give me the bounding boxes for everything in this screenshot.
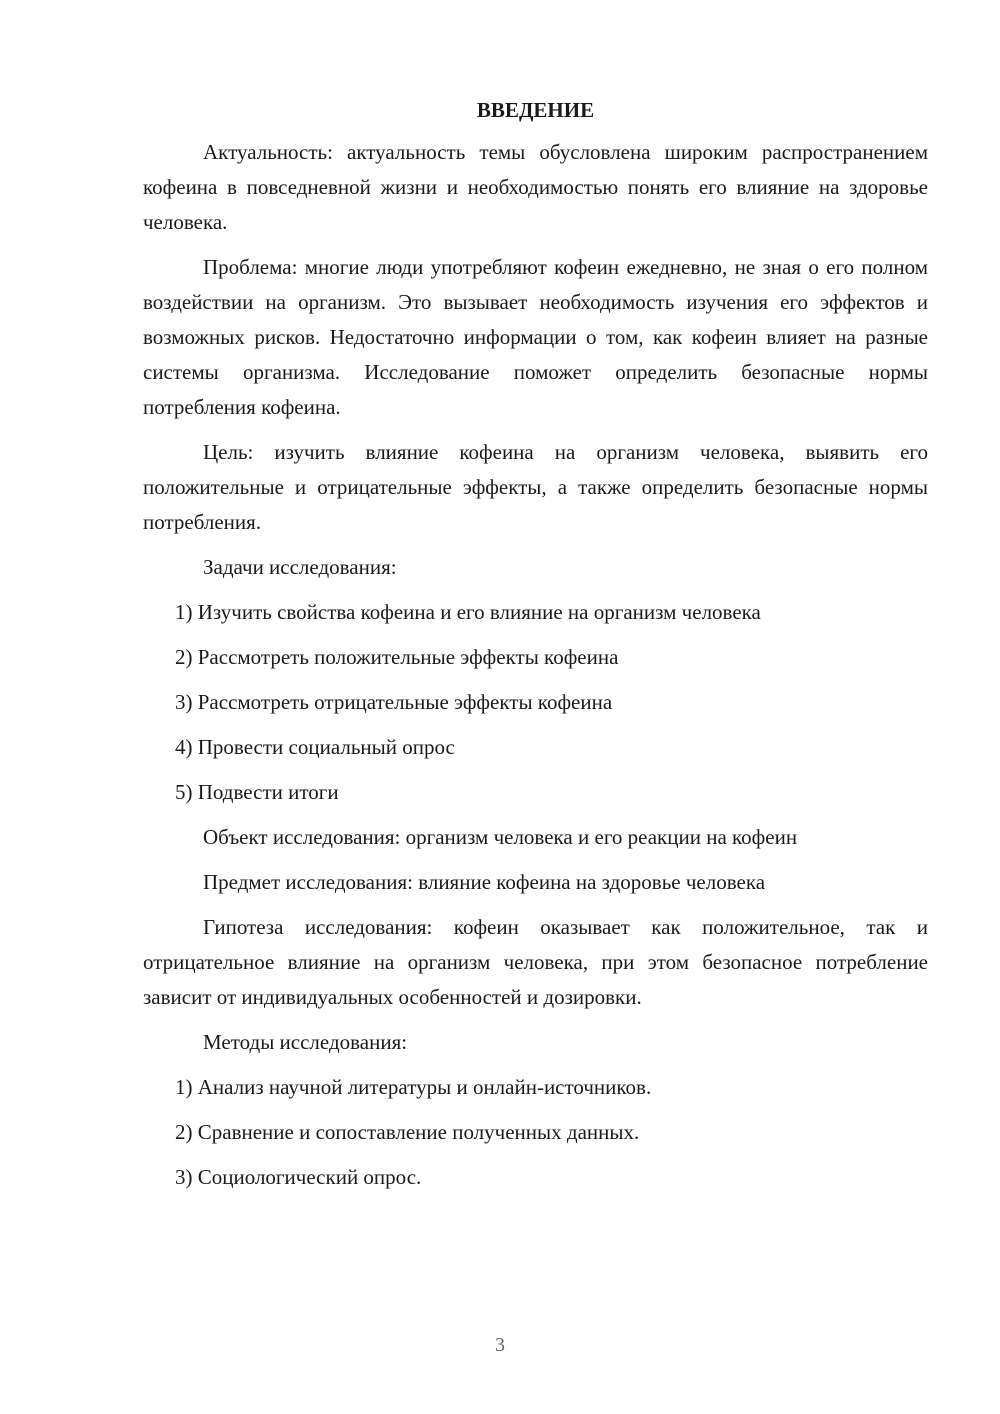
list-item: 3) Социологический опрос. — [175, 1165, 422, 1189]
tasks-list — [143, 595, 928, 810]
methods-heading: Методы исследования: — [203, 1030, 408, 1054]
list-item: 3) Рассмотреть отрицательные эффекты кофеина — [175, 690, 613, 714]
actuality-paragraph: Актуальность: актуальность темы обусловлена широким распространением кофеина в повседневной жизни и необходимостью понять его влияние на здоровье человека. — [143, 140, 928, 234]
list-item: 1) Анализ научной литературы и онлайн-источников. — [175, 1075, 652, 1099]
problem-paragraph: Проблема: многие люди употребляют кофеин ежедневно, не зная о его полном воздействии на организм. Это вызывает необходимость изучения его эффектов и возможных рисков. Недостаточно информации о том, как кофеин влияет на разные системы организма. Исследование поможет определить безопасные нормы потребления кофеина. — [143, 255, 928, 419]
object-line: Объект исследования: организм человека и его реакции на кофеин — [203, 825, 798, 849]
methods-list — [143, 1070, 928, 1195]
list-item: 5) Подвести итоги — [175, 780, 339, 804]
subject-line: Предмет исследования: влияние кофеина на здоровье человека — [203, 870, 766, 894]
page-number: 3 — [495, 1334, 505, 1356]
page-content — [143, 95, 928, 1205]
list-item: 1) Изучить свойства кофеина и его влияние на организм человека — [175, 600, 761, 624]
hypothesis-paragraph: Гипотеза исследования: кофеин оказывает как положительное, так и отрицательное влияние на организм человека, при этом безопасное потребление зависит от индивидуальных особенностей и дозировки. — [143, 915, 928, 1009]
tasks-heading: Задачи исследования: — [203, 555, 397, 579]
list-item: 4) Провести социальный опрос — [175, 735, 455, 759]
goal-paragraph: Цель: изучить влияние кофеина на организм человека, выявить его положительные и отрицательные эффекты, а также определить безопасные нормы потребления. — [143, 440, 928, 534]
list-item: 2) Рассмотреть положительные эффекты кофеина — [175, 645, 619, 669]
section-title: ВВЕДЕНИЕ — [476, 98, 595, 122]
list-item: 2) Сравнение и сопоставление полученных данных. — [175, 1120, 640, 1144]
